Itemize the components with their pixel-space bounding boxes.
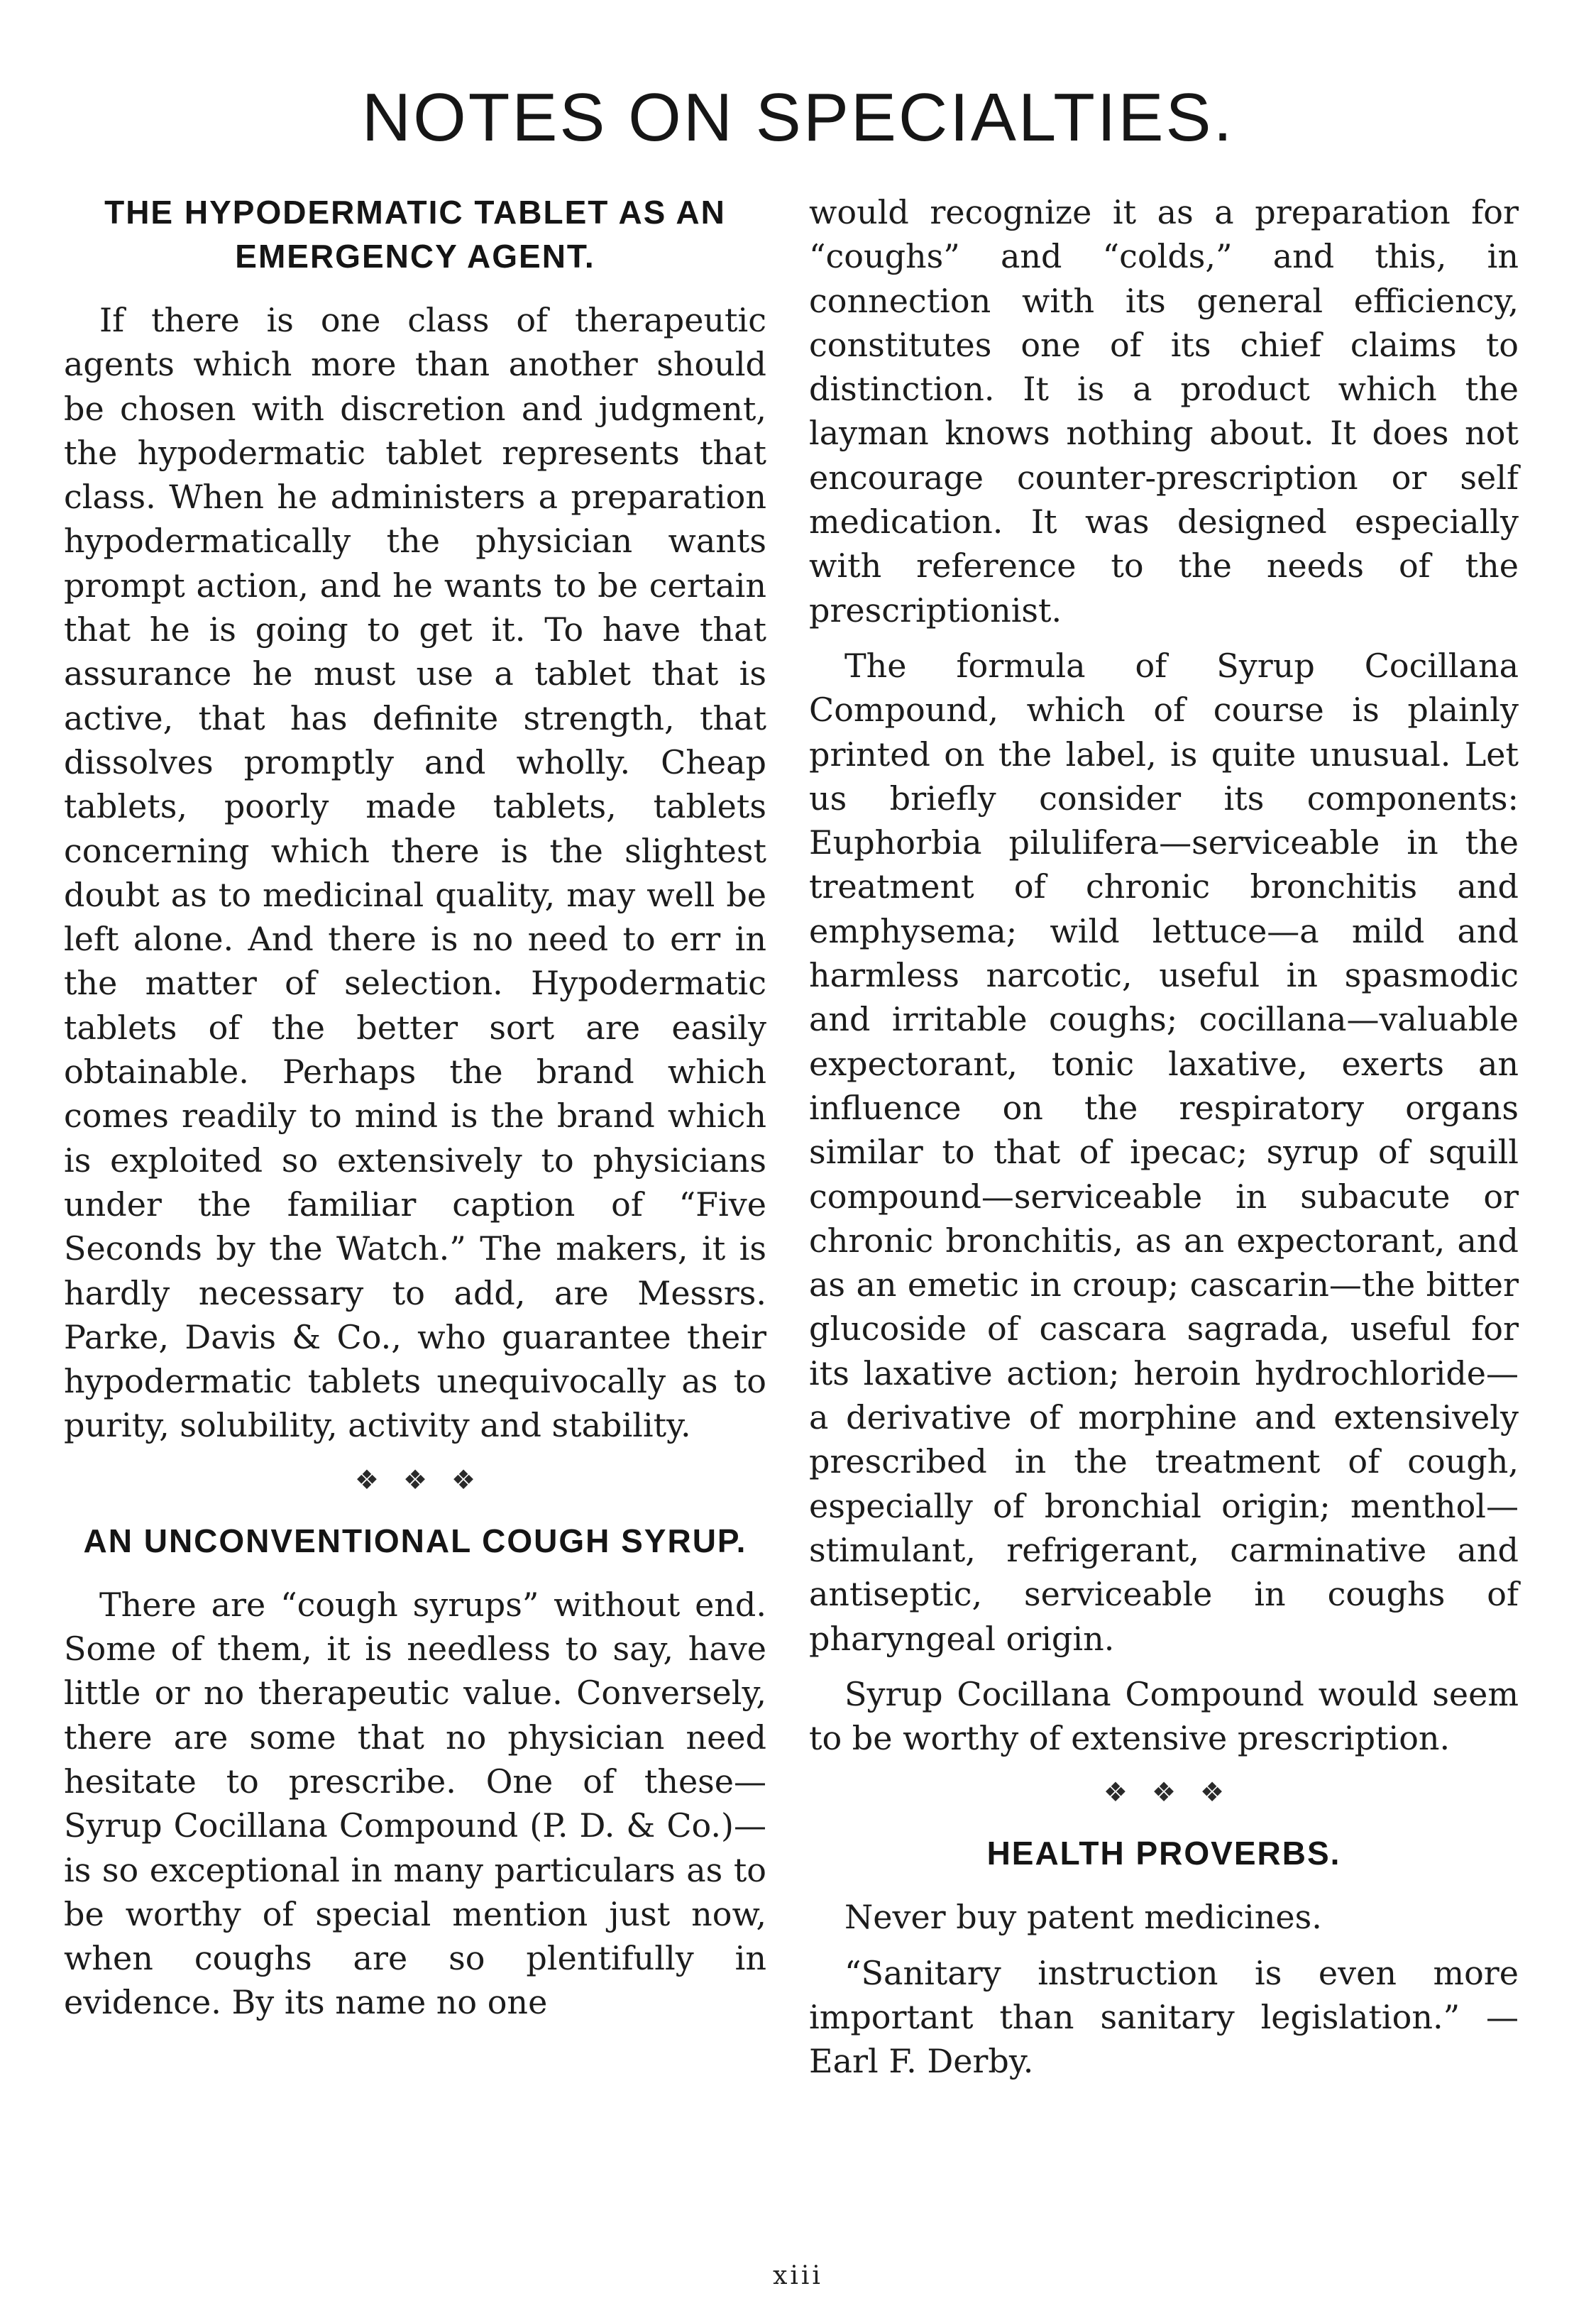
proverb-item: “Sanitary instruction is even more important than sanitary legislation.” —Earl F. Derby. [809, 1953, 1519, 2081]
page-number: xiii [773, 2261, 823, 2290]
article-heading-health-proverbs: HEALTH PROVERBS. [986, 1835, 1341, 1872]
article-body-hypodermatic-tablet: If there is one class of therapeutic agents which more than another should be chosen with discretion and judgment, the hypodermatic tablet represents that class. When he administers a preparation hypodermatically the physician wants prompt action, and he wants to be certain that he is going to get it. To have that assurance he must use a tablet that is active, that has definite strength, that dissolves promptly and wholly. Cheap tablets, poorly made tablets, tablets concerning which there is the slightest doubt as to medicinal quality, may well be left alone. And there is no need to err in the matter of selection. Hypodermatic tablets of the better sort are easily obtainable. Perhaps the brand which comes readily to mind is the brand which is exploited so extensively to physicians under the familiar caption of “Five Seconds by the Watch.” The makers, it is hardly necessary to add, are Messrs. Parke, Davis & Co., who guarantee their hypodermatic tablets unequivocally as to purity, solubility, activity and stability. [64, 301, 766, 1445]
left-column [64, 190, 766, 2036]
proverb-item: Never buy patent medicines. [844, 1898, 1322, 1937]
article-heading-hypodermatic-tablet: THE HYPODERMATIC TABLET AS AN EMERGENCY AGENT. [104, 194, 726, 275]
section-divider-ornament: ❖❖❖ [1103, 1776, 1249, 1808]
section-divider-ornament: ❖❖❖ [354, 1463, 500, 1495]
article-body-conclusion: Syrup Cocillana Compound would seem to be worthy of extensive prescription. [809, 1674, 1519, 1758]
page-title: NOTES ON SPECIALTIES. [361, 79, 1235, 155]
article-body-cough-syrup: There are “cough syrups” without end. Some of them, it is needless to say, have little or no therapeutic value. Conversely, there are some that no physician need hesitate to prescribe. One of these—Syrup Cocillana Compound (P. D. & Co.)—is so exceptional in many particulars as to be worthy of special mention just now, when coughs are so plentifully in evidence. By its name no one [64, 1585, 766, 2022]
article-body-cough-syrup-continued: would recognize it as a preparation for “coughs” and “colds,” and this, in connection with its general efficiency, constitutes one of its chief claims to distinction. It is a product which the layman knows nothing about. It does not encourage counter-prescription or self medication. It was designed especially with reference to the needs of the prescriptionist. [809, 193, 1519, 630]
right-column [809, 190, 1519, 2095]
article-body-formula: The formula of Syrup Cocillana Compound, which of course is plainly printed on the label, is quite unusual. Let us briefly consider its components: Euphorbia pilulifera—serviceable in the treatment of chronic bronchitis and emphysema; wild lettuce—a mild and harmless narcotic, useful in spasmodic and irritable coughs; cocillana—valuable expectorant, tonic laxative, exerts an influence on the respiratory organs similar to that of ipecac; syrup of squill compound—serviceable in subacute or chronic bronchitis, as an expectorant, and as an emetic in croup; cascarin—the bitter glucoside of cascara sagrada, useful for its laxative action; heroin hydrochloride—a derivative of morphine and extensively prescribed in the treatment of cough, especially of bronchial origin; menthol—stimulant, refrigerant, carminative and antiseptic, serviceable in coughs of pharyngeal origin. [809, 646, 1519, 1658]
article-heading-cough-syrup: AN UNCONVENTIONAL COUGH SYRUP. [83, 1522, 747, 1559]
